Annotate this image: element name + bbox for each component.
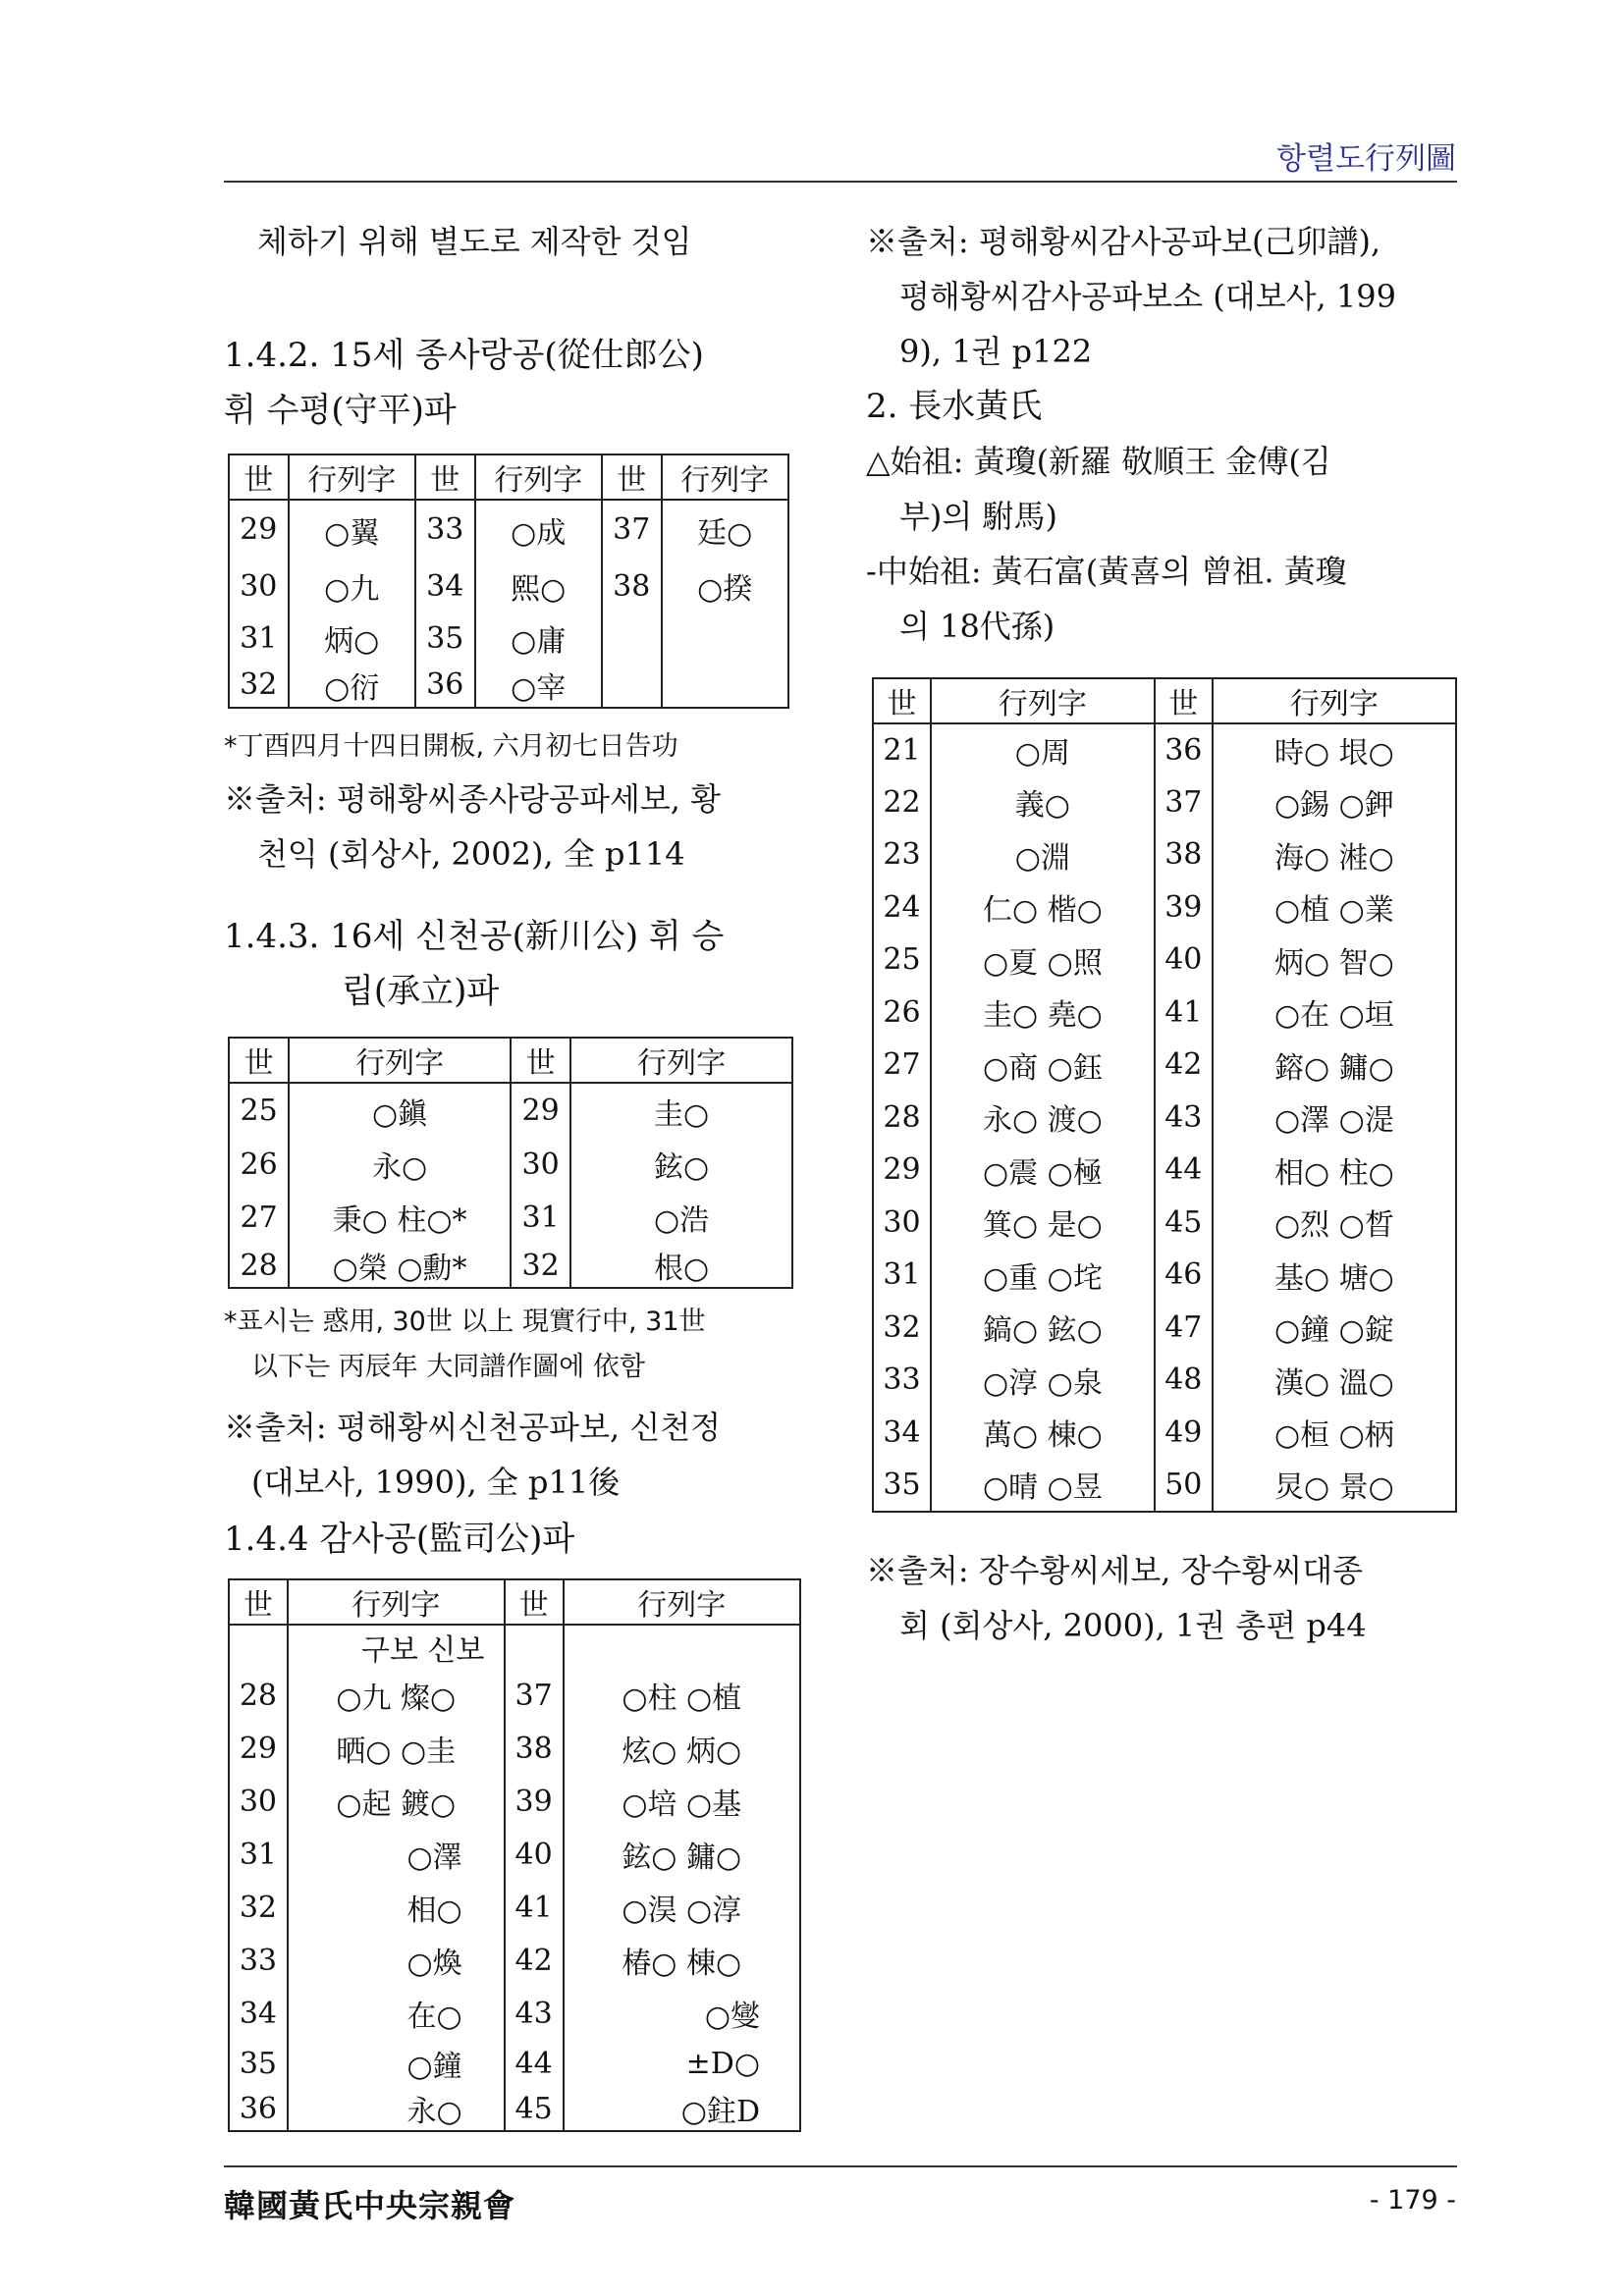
generation-cell: 44 (505, 2040, 564, 2087)
characters-cell: ○庸 (475, 614, 602, 663)
generation-cell: 46 (1155, 1249, 1213, 1302)
table-row (229, 1191, 792, 1244)
generation-cell: 29 (229, 1722, 288, 1775)
generation-cell: 25 (873, 934, 931, 987)
characters-cell: ○震 ○極 (931, 1144, 1155, 1197)
characters-cell: ○翼 (289, 500, 415, 559)
table-row (873, 1354, 1456, 1407)
characters-cell: ○衍 (289, 663, 415, 708)
generation-cell: 34 (415, 559, 475, 614)
generation-cell: 31 (873, 1249, 931, 1302)
generation-cell: 28 (229, 1244, 289, 1288)
generation-cell: 31 (229, 1828, 288, 1881)
page-number: - 179 - (1369, 2185, 1456, 2216)
generation-cell: 37 (602, 500, 662, 559)
characters-cell: ○九 燦○ (288, 1669, 505, 1722)
table-row (873, 723, 1456, 776)
characters-cell: 漢○ 溫○ (1213, 1354, 1456, 1407)
characters-cell: ±D○ (564, 2040, 800, 2087)
characters-cell: 永○ 渡○ (931, 1092, 1155, 1145)
generation-cell: 22 (873, 776, 931, 829)
characters-cell: ○晴 ○昱 (931, 1459, 1155, 1512)
generation-cell: 39 (1155, 881, 1213, 934)
generation-cell: 27 (229, 1191, 289, 1244)
table-row (873, 934, 1456, 987)
characters-cell: 炅○ 景○ (1213, 1459, 1456, 1512)
characters-cell: 海○ 溎○ (1213, 828, 1456, 881)
table-row (229, 1881, 800, 1934)
generation-cell: 41 (505, 1881, 564, 1934)
generation-cell: 42 (1155, 1039, 1213, 1092)
generation-cell: 32 (873, 1302, 931, 1355)
col-header-generation: 世 (229, 1038, 289, 1083)
generation-cell: 40 (505, 1828, 564, 1881)
characters-cell: 鉉○ 鏞○ (564, 1828, 800, 1881)
generation-cell: 33 (873, 1354, 931, 1407)
characters-cell: ○鉒D (564, 2087, 800, 2131)
table-row (873, 987, 1456, 1040)
table-row (229, 2087, 800, 2131)
table-1-4-3 (228, 1037, 793, 1289)
characters-cell: 秉○ 柱○* (289, 1191, 511, 1244)
table-row (229, 500, 788, 559)
generation-cell: 35 (229, 2040, 288, 2087)
generation-cell: 30 (229, 1775, 288, 1828)
col-header-characters: 行列字 (1213, 678, 1456, 723)
table-row (229, 2040, 800, 2087)
generation-cell: 33 (415, 500, 475, 559)
characters-cell: ○揆 (662, 559, 788, 614)
table-jangsu (872, 677, 1457, 1513)
table-row (229, 1775, 800, 1828)
col-header-characters: 行列字 (931, 678, 1155, 723)
section-1-4-4-heading: 1.4.4 감사공(監司公)파 (224, 1520, 575, 1559)
generation-cell: 32 (229, 1881, 288, 1934)
characters-cell: ○宰 (475, 663, 602, 708)
table-row (873, 1039, 1456, 1092)
characters-cell: ○澤 (288, 1828, 505, 1881)
generation-cell: 23 (873, 828, 931, 881)
col-header-generation: 世 (229, 454, 289, 500)
characters-cell: ○培 ○基 (564, 1775, 800, 1828)
table-1-4-2-note: *丁酉四月十四日開板, 六月初七日告功 (224, 731, 678, 762)
founder-line1: △始祖: 黃瓊(新羅 敬順王 金傅(김 (866, 443, 1331, 480)
characters-cell: ○植 ○業 (1213, 881, 1456, 934)
generation-cell: 50 (1155, 1459, 1213, 1512)
table-row (229, 1722, 800, 1775)
col-header-characters: 行列字 (570, 1038, 792, 1083)
table-row (873, 1459, 1456, 1512)
generation-cell: 45 (505, 2087, 564, 2131)
table-row (873, 1407, 1456, 1460)
characters-cell: ○榮 ○勳* (289, 1244, 511, 1288)
col-header-generation: 世 (505, 1579, 564, 1625)
col-header-characters: 行列字 (288, 1579, 505, 1625)
generation-cell: 29 (229, 500, 289, 559)
characters-cell: ○重 ○垞 (931, 1249, 1155, 1302)
generation-cell: 32 (511, 1244, 570, 1288)
characters-cell: 仁○ 楷○ (931, 881, 1155, 934)
founder-line2: 부)의 駙馬) (899, 498, 1057, 535)
table-row (229, 1138, 792, 1191)
characters-cell: 鎬○ 鉉○ (931, 1302, 1155, 1355)
characters-cell: 晒○ ○圭 (288, 1722, 505, 1775)
characters-cell: ○夏 ○照 (931, 934, 1155, 987)
characters-cell: 圭○ 堯○ (931, 987, 1155, 1040)
running-header-title: 항렬도行列圖 (1276, 141, 1456, 177)
table-row (229, 1934, 800, 1987)
characters-cell: 箕○ 是○ (931, 1197, 1155, 1250)
characters-cell: ○商 ○鈺 (931, 1039, 1155, 1092)
characters-cell: 萬○ 棟○ (931, 1407, 1155, 1460)
generation-cell (602, 663, 662, 708)
section-1-4-2-heading-cont: 휘 수평(守平)파 (224, 391, 457, 430)
table-row (873, 1302, 1456, 1355)
generation-cell: 38 (505, 1722, 564, 1775)
intro-text: 체하기 위해 별도로 제작한 것임 (257, 223, 692, 260)
section-1-4-2-heading: 1.4.2. 15세 종사랑공(從仕郎公) (224, 336, 704, 375)
generation-cell: 31 (511, 1191, 570, 1244)
table-1-4-4 (228, 1578, 801, 2132)
source-gamsa-line2: 평해황씨감사공파보소 (대보사, 199 (899, 278, 1396, 315)
table-row (229, 1987, 800, 2040)
characters-cell: ○浩 (570, 1191, 792, 1244)
col-header-generation: 世 (415, 454, 475, 500)
table-row (873, 881, 1456, 934)
characters-cell: 廷○ (662, 500, 788, 559)
generation-cell: 38 (602, 559, 662, 614)
col-header-generation: 世 (511, 1038, 570, 1083)
footer-organization: 韓國黃氏中央宗親會 (224, 2187, 516, 2224)
generation-cell: 34 (229, 1987, 288, 2040)
col-header-characters: 行列字 (564, 1579, 800, 1625)
characters-cell: ○淳 ○泉 (931, 1354, 1155, 1407)
characters-cell: 炳○ (289, 614, 415, 663)
characters-cell: 圭○ (570, 1083, 792, 1138)
generation-cell: 28 (873, 1092, 931, 1145)
characters-cell: 相○ (288, 1881, 505, 1934)
generation-cell: 36 (415, 663, 475, 708)
generation-cell: 42 (505, 1934, 564, 1987)
table-row (229, 1828, 800, 1881)
col-header-generation: 世 (229, 1579, 288, 1625)
section-1-4-3-heading-cont: 립(承立)파 (342, 972, 500, 1011)
characters-cell: ○鐘 (288, 2040, 505, 2087)
characters-cell: ○煥 (288, 1934, 505, 1987)
characters-cell: ○成 (475, 500, 602, 559)
characters-cell: 根○ (570, 1244, 792, 1288)
generation-cell: 24 (873, 881, 931, 934)
table-row (229, 559, 788, 614)
table-1-4-2 (228, 454, 789, 709)
characters-cell: 義○ (931, 776, 1155, 829)
generation-cell: 28 (229, 1669, 288, 1722)
generation-cell: 38 (1155, 828, 1213, 881)
generation-cell: 26 (229, 1138, 289, 1191)
table-row (873, 1249, 1456, 1302)
generation-cell: 30 (229, 559, 289, 614)
generation-cell: 41 (1155, 987, 1213, 1040)
mid-founder-line1: -中始祖: 黃石富(黃喜의 曾祖. 黃瓊 (866, 553, 1347, 590)
table-row (873, 1144, 1456, 1197)
old-new-genealogy-subheader: 구보 신보 (288, 1625, 505, 1669)
generation-cell: 39 (505, 1775, 564, 1828)
characters-cell (662, 614, 788, 663)
table-row (229, 663, 788, 708)
characters-cell: 永○ (288, 2087, 505, 2131)
generation-cell: 21 (873, 723, 931, 776)
footer-rule (224, 2165, 1457, 2167)
generation-cell: 36 (229, 2087, 288, 2131)
table-row (873, 776, 1456, 829)
generation-cell: 45 (1155, 1197, 1213, 1250)
table-row (229, 1669, 800, 1722)
source-1-4-2-line2: 천익 (회상사, 2002), 全 p114 (257, 835, 685, 873)
source-gamsa-line1: ※출처: 평해황씨감사공파보(己卯譜), (866, 223, 1381, 260)
table-1-4-3-note-line1: *표시는 惑用, 30世 以上 現實行中, 31世 (224, 1307, 706, 1337)
generation-cell: 30 (511, 1138, 570, 1191)
mid-founder-line2: 의 18代孫) (899, 608, 1055, 645)
table-1-4-3-note-line2: 以下는 丙辰年 大同譜作圖에 依함 (251, 1352, 645, 1382)
characters-cell: ○在 ○垣 (1213, 987, 1456, 1040)
table-row (873, 828, 1456, 881)
col-header-generation: 世 (1155, 678, 1213, 723)
col-header-generation: 世 (873, 678, 931, 723)
generation-cell: 26 (873, 987, 931, 1040)
characters-cell: 熙○ (475, 559, 602, 614)
characters-cell: ○烈 ○晳 (1213, 1197, 1456, 1250)
generation-cell: 36 (1155, 723, 1213, 776)
characters-cell: ○燮 (564, 1987, 800, 2040)
generation-cell: 25 (229, 1083, 289, 1138)
characters-cell: 炫○ 炳○ (564, 1722, 800, 1775)
generation-cell: 48 (1155, 1354, 1213, 1407)
generation-cell: 35 (415, 614, 475, 663)
generation-cell: 43 (505, 1987, 564, 2040)
col-header-characters: 行列字 (475, 454, 602, 500)
generation-cell: 29 (511, 1083, 570, 1138)
characters-cell: 永○ (289, 1138, 511, 1191)
generation-cell: 40 (1155, 934, 1213, 987)
generation-cell: 30 (873, 1197, 931, 1250)
source-1-4-2-line1: ※출처: 평해황씨종사랑공파세보, 황 (224, 780, 722, 818)
generation-cell: 37 (505, 1669, 564, 1722)
characters-cell: ○九 (289, 559, 415, 614)
source-jangsu-line2: 회 (회상사, 2000), 1권 총편 p44 (899, 1607, 1367, 1644)
characters-cell: 時○ 垠○ (1213, 723, 1456, 776)
table-row (229, 614, 788, 663)
table-row (873, 1092, 1456, 1145)
generation-cell: 31 (229, 614, 289, 663)
source-jangsu-line1: ※출처: 장수황씨세보, 장수황씨대종 (866, 1552, 1364, 1589)
col-header-characters: 行列字 (662, 454, 788, 500)
characters-cell: ○鐘 ○錠 (1213, 1302, 1456, 1355)
generation-cell: 47 (1155, 1302, 1213, 1355)
characters-cell (662, 663, 788, 708)
characters-cell: ○起 鍍○ (288, 1775, 505, 1828)
generation-cell: 35 (873, 1459, 931, 1512)
characters-cell: ○澤 ○湜 (1213, 1092, 1456, 1145)
col-header-characters: 行列字 (289, 454, 415, 500)
section-1-4-3-heading: 1.4.3. 16세 신천공(新川公) 휘 승 (224, 917, 725, 956)
section-2-heading: 2. 長水黃氏 (866, 387, 1043, 426)
table-row (229, 1244, 792, 1288)
characters-cell: ○錫 ○鉀 (1213, 776, 1456, 829)
characters-cell: ○柱 ○植 (564, 1669, 800, 1722)
characters-cell: 椿○ 棟○ (564, 1934, 800, 1987)
source-1-4-3-line2: (대보사, 1990), 全 p11後 (251, 1464, 621, 1501)
characters-cell: 炳○ 智○ (1213, 934, 1456, 987)
col-header-characters: 行列字 (289, 1038, 511, 1083)
generation-cell: 49 (1155, 1407, 1213, 1460)
characters-cell: 相○ 柱○ (1213, 1144, 1456, 1197)
characters-cell: ○周 (931, 723, 1155, 776)
characters-cell: 鎔○ 鏞○ (1213, 1039, 1456, 1092)
source-1-4-3-line1: ※출처: 평해황씨신천공파보, 신천정 (224, 1409, 722, 1446)
characters-cell: ○桓 ○柄 (1213, 1407, 1456, 1460)
characters-cell: 基○ 塘○ (1213, 1249, 1456, 1302)
generation-cell: 33 (229, 1934, 288, 1987)
characters-cell: ○淵 (931, 828, 1155, 881)
generation-cell: 43 (1155, 1092, 1213, 1145)
characters-cell: ○淏 ○淳 (564, 1881, 800, 1934)
characters-cell: 在○ (288, 1987, 505, 2040)
col-header-generation: 世 (602, 454, 662, 500)
source-gamsa-line3: 9), 1권 p122 (899, 333, 1093, 370)
generation-cell (602, 614, 662, 663)
table-row (873, 1197, 1456, 1250)
generation-cell: 44 (1155, 1144, 1213, 1197)
header-rule (224, 181, 1457, 183)
generation-cell: 27 (873, 1039, 931, 1092)
generation-cell: 34 (873, 1407, 931, 1460)
generation-cell: 32 (229, 663, 289, 708)
characters-cell: ○鎭 (289, 1083, 511, 1138)
generation-cell: 37 (1155, 776, 1213, 829)
table-row (229, 1083, 792, 1138)
generation-cell: 29 (873, 1144, 931, 1197)
characters-cell: 鉉○ (570, 1138, 792, 1191)
